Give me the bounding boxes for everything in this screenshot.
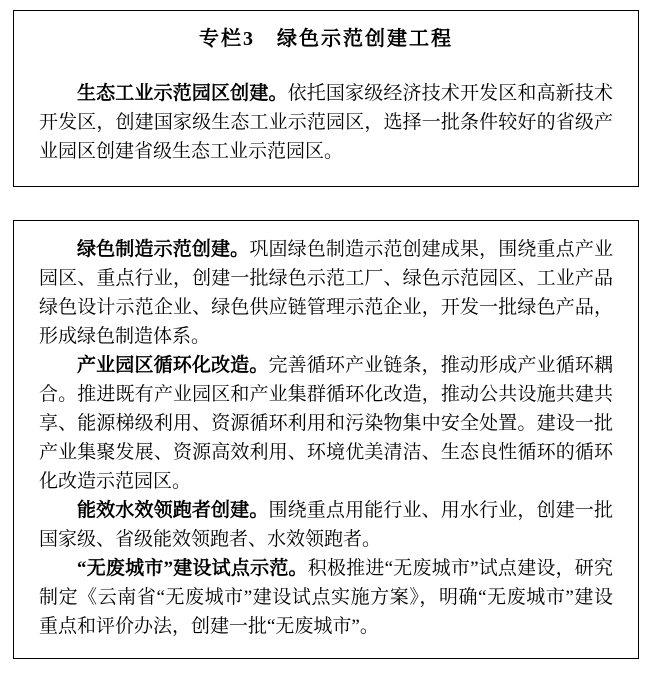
paragraph-text: 积极推进“无废城市”试点建设，研究制定《云南省“无废城市”建设试点实施方案》，明确“无废城市”建设重点和评价办法，创建一批“无废城市”。 [39,558,613,637]
column-body-box [13,220,639,659]
paragraph-lead: “无废城市”建设试点示范。 [77,558,308,579]
paragraph [39,351,613,496]
paragraph-lead: 能效水效领跑者创建。 [77,500,269,521]
paragraph [39,235,613,351]
paragraph-lead: 生态工业示范园区创建。 [77,83,288,104]
paragraph-lead: 产业园区循环化改造。 [77,355,269,376]
paragraph [39,554,613,641]
paragraph-text: 围绕重点用能行业、用水行业，创建一批国家级、省级能效领跑者、水效领跑者。 [39,500,613,550]
paragraph-text: 完善循环产业链条，推动形成产业循环耦合。推进既有产业园区和产业集群循环化改造，推动公共设施共建共享、能源梯级利用、资源循环利用和污染物集中安全处置。建设一批产业集聚发展、资源高效利用、环境优美清洁、生态良性循环的循环化改造示范园区。 [39,355,613,492]
paragraph [39,79,613,166]
column-title: 专栏3 绿色示范创建工程 [199,28,453,50]
document-page [0,10,652,683]
paragraph [39,496,613,554]
paragraph-lead: 绿色制造示范创建。 [77,239,250,260]
column-header-box [13,10,639,187]
paragraph-text: 依托国家级经济技术开发区和高新技术开发区，创建国家级生态工业示范园区，选择一批条件较好的省级产业园区创建省级生态工业示范园区。 [39,83,613,162]
paragraph-text: 巩固绿色制造示范创建成果，围绕重点产业园区、重点行业，创建一批绿色示范工厂、绿色示范园区、工业产品绿色设计示范企业、绿色供应链管理示范企业，开发一批绿色产品，形成绿色制造体系。 [39,239,613,347]
